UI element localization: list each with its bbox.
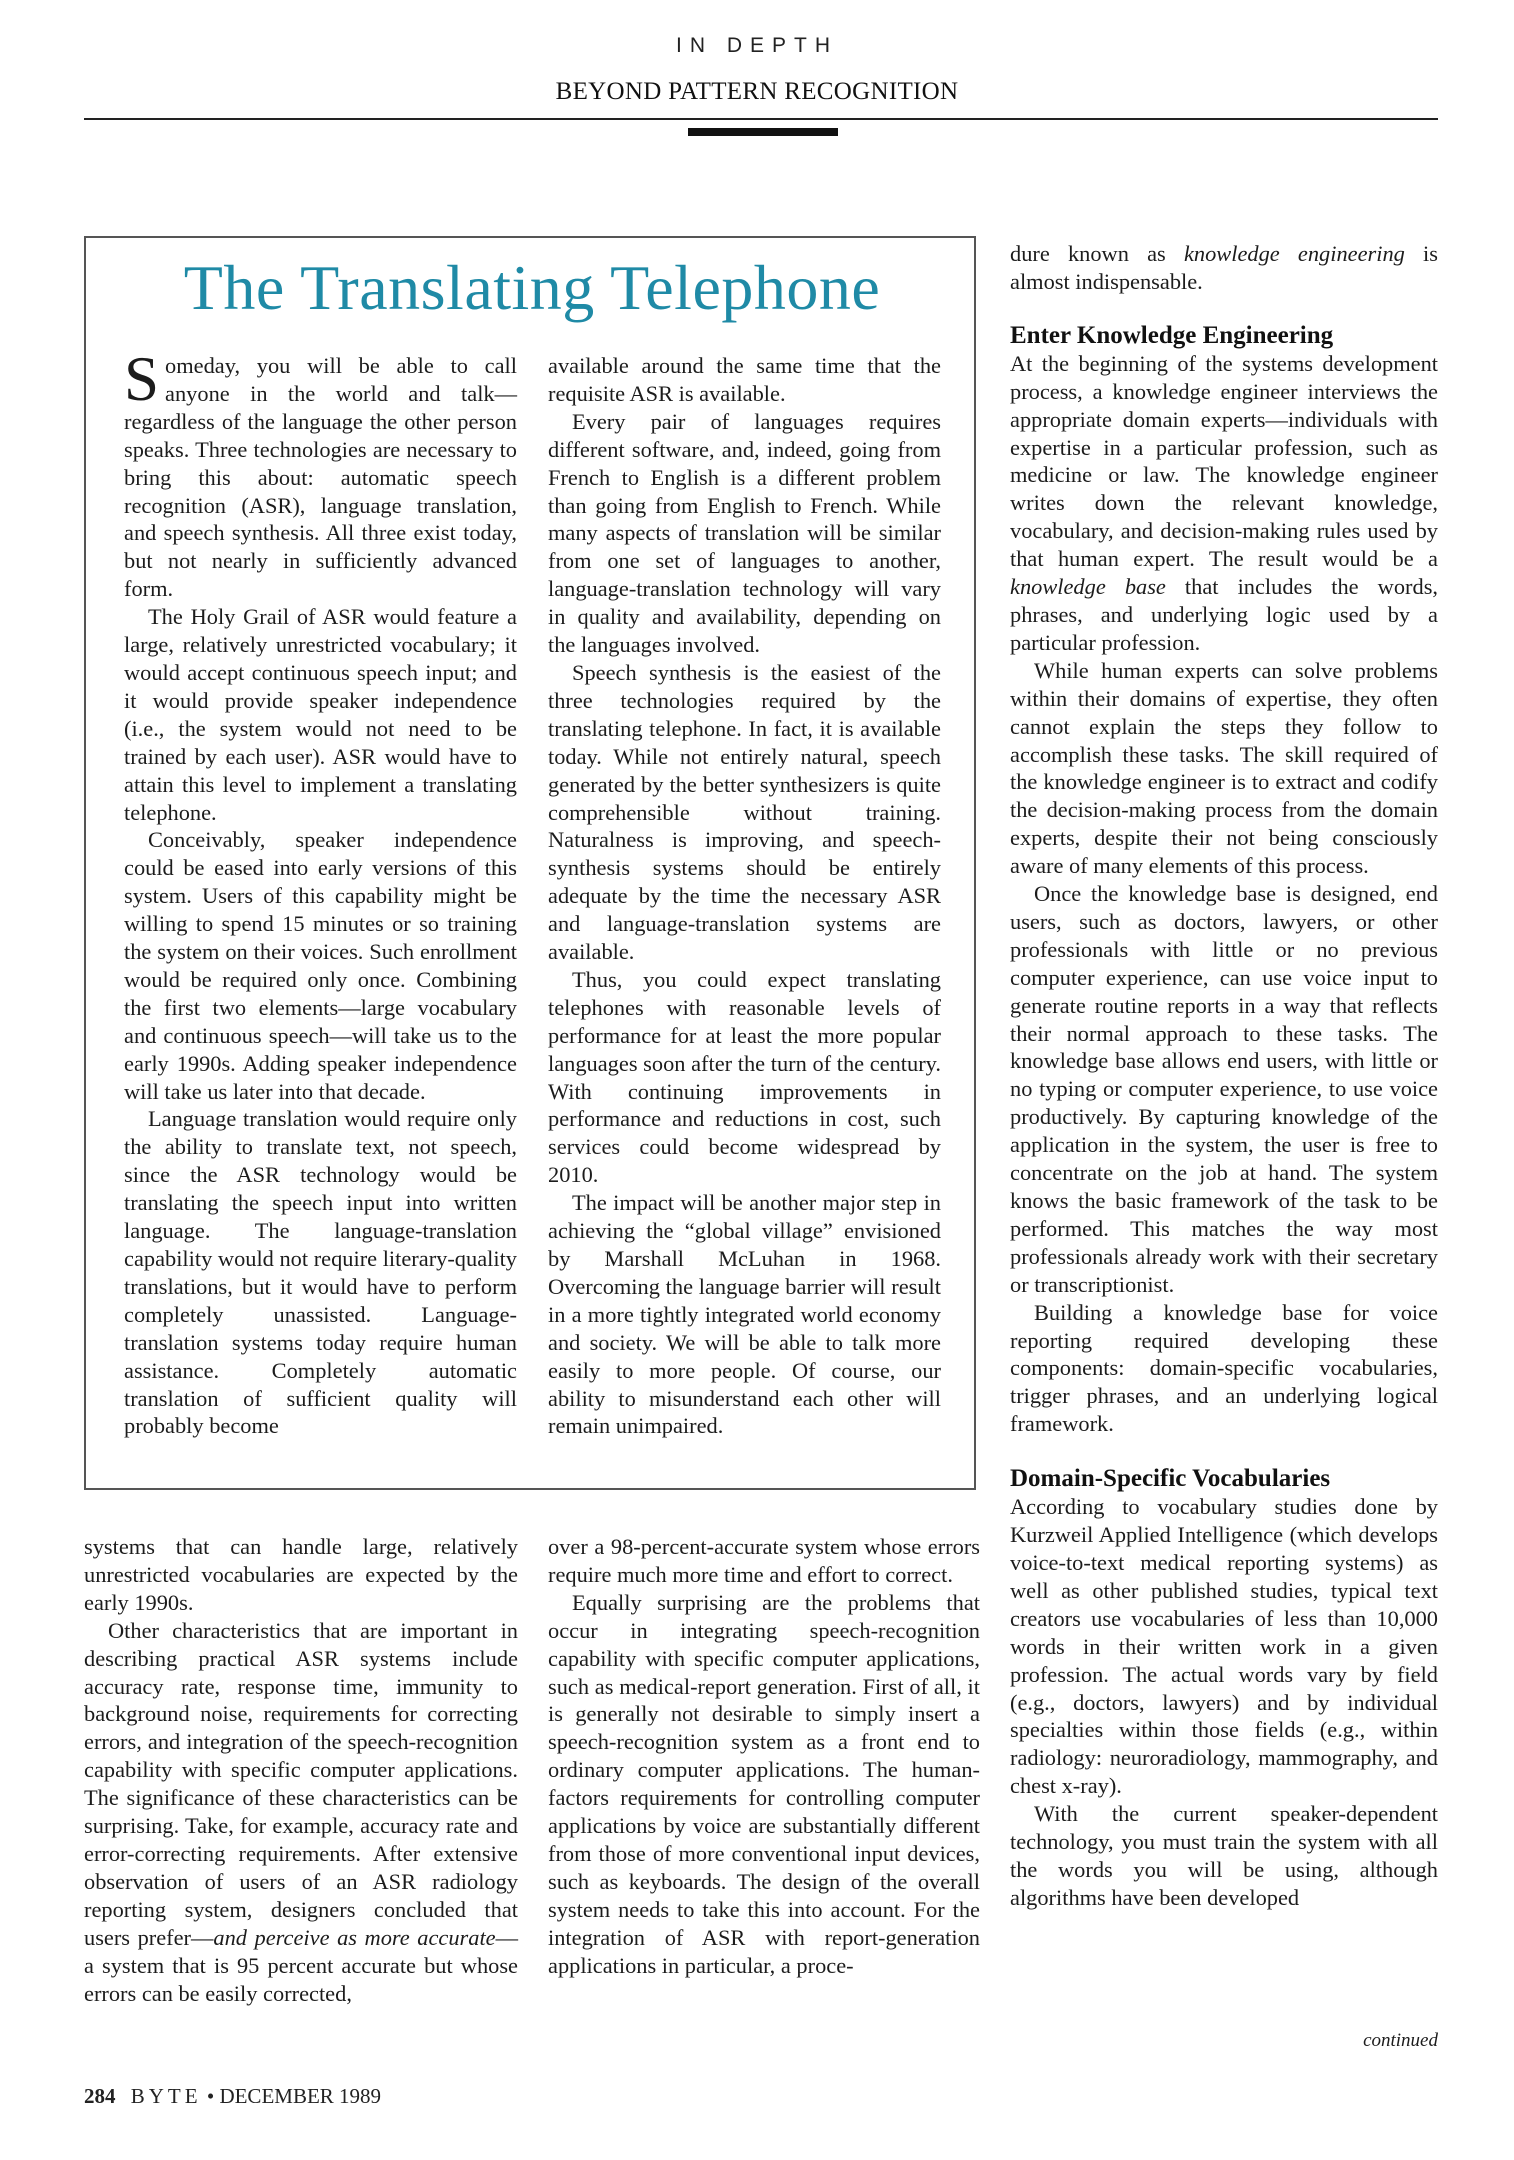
main-column-3 [1010,240,1438,1912]
sidebar-paragraph: Every pair of languages requires different software, and, indeed, going from French to English is a different problem than going from English to French. While many aspects of translation will be similar from one set of languages to another, language-translation technology will vary in quality and availability, depending on the languages involved. [548,408,941,658]
footer-separator: • [206,2084,215,2108]
body-paragraph: While human experts can solve problems within their domains of expertise, they often cannot explain the steps they follow to accomplish these tasks. The skill required of the knowledge engineer is to extract and codify the decision-making process from the domain experts, despite their not being consciously aware of many elements of this process. [1010,657,1438,879]
body-paragraph: over a 98-percent-accurate system whose errors require much more time and effort to correct. [548,1534,980,1587]
header-accent-bar [688,128,838,136]
sidebar-column-1 [124,344,517,1440]
body-paragraph: With the current speaker-dependent technology, you must train the system with all the words you will be using, although algorithms have been developed [1010,1801,1438,1910]
header-rule [84,118,1438,120]
body-paragraph: At the beginning of the systems development process, a knowledge engineer interviews the appropriate domain experts—individuals with expertise in a particular profession, such as medicine or law. The knowledge engineer writes down the relevant knowledge, vocabulary, and decision-making rules used by that human expert. The result would be a knowledge base that includes the words, phrases, and underlying logic used by a particular profession. [1010,350,1438,655]
sidebar-paragraph: Language translation would require only the ability to translate text, not speech, since the ASR technology would be translating the speech input into written language. The language-translation capability would not require literary-quality translations, but it would have to perform completely unassisted. Language-translation systems today require human assistance. Completely automatic translation of sufficient quality will probably become [124,1106,517,1439]
section-label: IN DEPTH [675,34,838,57]
page-number: 284 [84,2084,116,2108]
sidebar-paragraph: The impact will be another major step in achieving the “global village” envisioned by Marshall McLuhan in 1968. Overcoming the language barrier will result in a more tightly integrated world economy and society. We will be able to talk more easily to more people. Of course, our ability to misunderstand each other will remain unimpaired. [548,1190,941,1439]
body-paragraph: systems that can handle large, relatively unrestricted vocabularies are expected by the early 1990s. [84,1534,518,1615]
page-footer [84,2084,381,2109]
continued-note: continued [1363,2030,1438,2051]
issue-date: DECEMBER 1989 [219,2084,382,2108]
sidebar-paragraph: Speech synthesis is the easiest of the three technologies required by the translating telephone. In fact, it is available today. While not entirely natural, speech generated by the better synthesizers is quite comprehensible without training. Naturalness is improving, and speech-synthesis systems should be entirely adequate by the time the necessary ASR and language-translation systems are available. [548,659,941,965]
drop-cap: S [124,344,160,414]
body-paragraph: Building a knowledge base for voice reporting required developing these components: domain-specific vocabularies, trigger phrases, and an underlying logical framework. [1010,1299,1438,1437]
main-column-1 [84,1533,518,2007]
body-paragraph: Once the knowledge base is designed, end users, such as doctors, lawyers, or other professionals with little or no previous computer experience, can use voice input to generate routine reports in a way that reflects their normal approach to these tasks. The knowledge base allows end users, with little or no typing or computer experience, to use voice productively. By capturing knowledge of the application in the system, the user is free to concentrate on the job at hand. The system knows the basic framework of the task to be performed. This matches the way most professionals already work with their secretary or transcriptionist. [1010,881,1438,1297]
sidebar-column-2 [548,352,941,1440]
sidebar-paragraph: available around the same time that the requisite ASR is available. [548,353,941,406]
section-heading: Enter Knowledge Engineering [1010,321,1334,349]
magazine-name: BYTE [130,2084,202,2108]
body-paragraph: Equally surprising are the problems that occur in integrating speech-recognition capability with specific computer applications, such as medical-report generation. First of all, it is generally not desirable to simply insert a speech-recognition system as a front end to ordinary computer applications. The human-factors requirements for controlling computer applications by voice are substantially different from those of more conventional input devices, such as keyboards. The design of the overall system needs to take this into account. For the integration of ASR with report-generation applications in particular, a proce- [548,1589,980,1978]
body-paragraph: dure known as knowledge engineering is almost indispensable. [1010,241,1438,294]
running-title: BEYOND PATTERN RECOGNITION [555,78,959,105]
main-column-2 [548,1533,980,1980]
body-paragraph: According to vocabulary studies done by Kurzweil Applied Intelligence (which develops voice-to-text medical reporting systems) as well as other published studies, typical text creators use vocabularies of less than 10,000 words in their written work in a given profession. The actual words vary by field (e.g., doctors, lawyers) and by individual specialties within those fields (e.g., within radiology: neuroradiology, mammography, and chest x-ray). [1010,1494,1438,1799]
sidebar-paragraph: Someday, you will be able to call anyone in the world and talk—regardless of the language the other person speaks. Three technologies are necessary to bring this about: automatic speech recognition (ASR), language translation, and speech synthesis. All three exist today, but not nearly in sufficiently advanced form. [124,344,517,602]
sidebar-title: The Translating Telephone [183,252,881,323]
emphasis: knowledge base [1010,574,1166,600]
sidebar-paragraph: Thus, you could expect translating telephones with reasonable levels of performance for at least the more popular languages soon after the turn of the century. With continuing improvements in performance and reductions in cost, such services could become widespread by 2010. [548,966,941,1188]
section-heading: Domain-Specific Vocabularies [1010,1465,1331,1493]
body-paragraph: Other characteristics that are important in describing practical ASR systems include accuracy rate, response time, immunity to background noise, requirements for correcting errors, and integration of the speech-recognition capability with specific computer applications. The significance of these characteristics can be surprising. Take, for example, accuracy rate and error-correcting requirements. After extensive observation of users of an ASR radiology reporting system, designers concluded that users prefer—and perceive as more accurate—a system that is 95 percent accurate but whose errors can be easily corrected, [84,1617,518,2006]
emphasis: and perceive as more accurate [213,1924,496,1950]
sidebar-paragraph: Conceivably, speaker independence could be eased into early versions of this system. Users of this capability might be willing to spend 15 minutes or so training the system on their voices. Such enrollment would be required only once. Combining the first two elements—large vocabulary and continuous speech—will take us to the early 1990s. Adding speaker independence will take us later into that decade. [124,827,517,1104]
emphasis: knowledge engineering [1183,241,1405,266]
sidebar-paragraph: The Holy Grail of ASR would feature a large, relatively unrestricted vocabulary; it would accept continuous speech input; and it would provide speaker independence (i.e., the system would not need to be trained by each user). ASR would have to attain this level to implement a translating telephone. [124,604,517,825]
